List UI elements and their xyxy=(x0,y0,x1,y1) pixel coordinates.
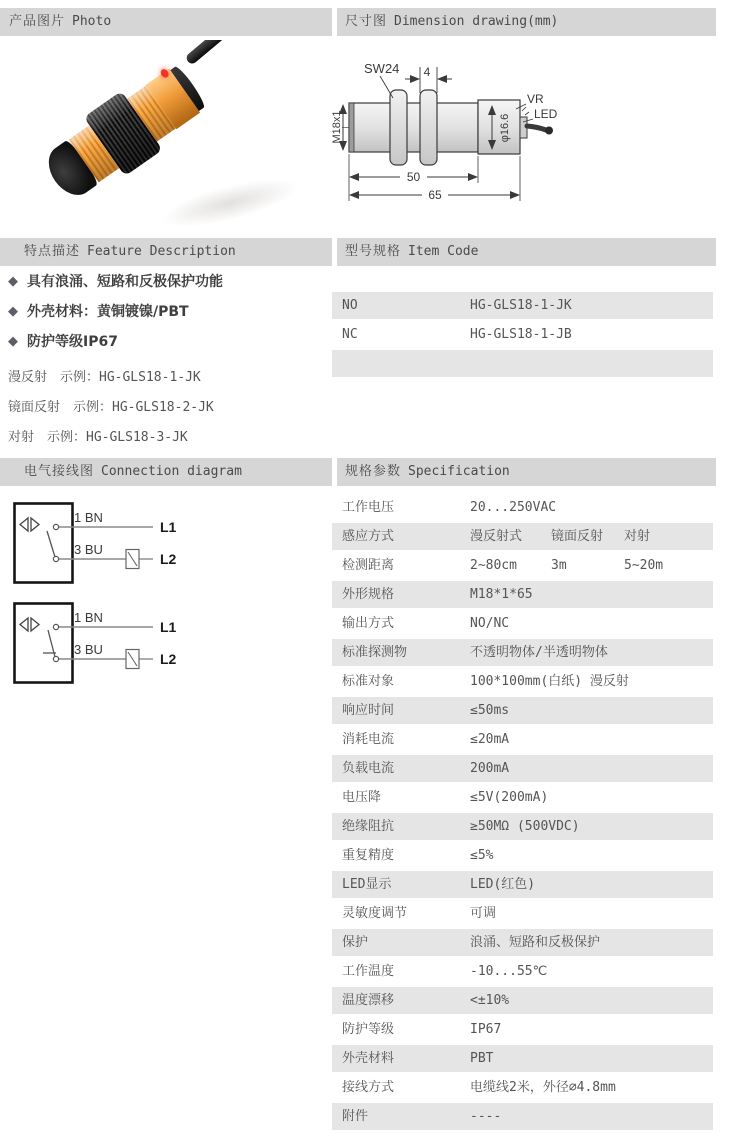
item-code-row xyxy=(332,321,713,348)
spec-value xyxy=(470,552,663,579)
cable-stub xyxy=(527,126,546,130)
spec-row xyxy=(332,929,713,956)
photo-title-en: Photo xyxy=(72,14,112,29)
spec-row xyxy=(332,552,713,579)
spec-value: 20...250VAC xyxy=(470,500,557,515)
specification-title-en: Specification xyxy=(408,464,510,479)
spec-row xyxy=(332,784,713,811)
spec-value-col: 5~20m xyxy=(624,558,664,573)
spec-value: -10...55℃ xyxy=(470,964,548,979)
thread-size-label: M18x1 xyxy=(331,110,343,144)
model-example-line: 对射 示例：HG-GLS18-3-JK xyxy=(8,430,188,445)
vr-label: VR xyxy=(527,92,544,106)
spec-row xyxy=(332,987,713,1014)
spec-value: PBT xyxy=(470,1051,494,1066)
spec-label: 附件 xyxy=(342,1109,369,1124)
spec-row xyxy=(332,900,713,927)
spec-label: 感应方式 xyxy=(342,529,395,544)
contact-point xyxy=(53,656,58,661)
spec-row xyxy=(332,842,713,869)
spec-label: 标准探测物 xyxy=(342,645,408,660)
spec-label: 接线方式 xyxy=(342,1080,395,1095)
spec-value-col: 对射 xyxy=(624,529,651,544)
specification-section-header xyxy=(337,458,716,486)
diameter-label: φ16.6 xyxy=(499,113,511,143)
spec-label: 重复精度 xyxy=(342,848,395,863)
contact-point xyxy=(53,556,58,561)
photo-section-header xyxy=(0,8,332,36)
feature-item xyxy=(8,270,328,292)
features-title-en: Feature Description xyxy=(87,244,236,259)
spec-value: ≥50MΩ (500VDC) xyxy=(470,819,580,834)
nut-gap-label: 4 xyxy=(423,65,431,79)
spec-value: <±10% xyxy=(470,993,510,1008)
spec-value: ≤5V(200mA) xyxy=(470,790,549,805)
spec-value-col: 3m xyxy=(551,558,567,573)
spec-row xyxy=(332,813,713,840)
spec-value: 电缆线2米，外径∅4.8mm xyxy=(470,1080,616,1095)
contact-point xyxy=(53,624,58,629)
spec-label: 检测距离 xyxy=(342,558,395,573)
spec-value-col: 镜面反射 xyxy=(551,529,604,544)
spec-value: NO/NC xyxy=(470,616,510,631)
spec-label: 电压降 xyxy=(342,790,382,805)
spec-label: 负载电流 xyxy=(342,761,395,776)
item-code-title-en: Item Code xyxy=(408,244,479,259)
spec-label: LED显示 xyxy=(342,877,392,892)
wrench-leader-line xyxy=(380,76,393,98)
specification-title-zh: 规格参数 xyxy=(345,464,402,479)
spec-value: IP67 xyxy=(470,1022,502,1037)
pin1-label: 1 BN xyxy=(74,610,103,625)
spec-label: 响应时间 xyxy=(342,703,395,718)
connection-title-en: Connection diagram xyxy=(101,464,242,479)
item-code-type: NO xyxy=(342,298,358,313)
spec-value: ---- xyxy=(470,1109,502,1124)
spec-value: M18*1*65 xyxy=(470,587,533,602)
dimension-title-en: Dimension drawing(mm) xyxy=(394,14,559,29)
cable-end xyxy=(545,127,553,135)
spec-label: 标准对象 xyxy=(342,674,395,689)
item-code-value: HG-GLS18-1-JK xyxy=(470,298,572,313)
pin2-label: 3 BU xyxy=(74,642,103,657)
spec-row xyxy=(332,1103,713,1130)
spec-label: 保护 xyxy=(342,935,369,950)
pin1-label: 1 BN xyxy=(74,510,103,525)
spec-value: ≤5% xyxy=(470,848,494,863)
spec-row xyxy=(332,697,713,724)
spec-value-col: 漫反射式 xyxy=(470,529,523,544)
features-title-zh: 特点描述 xyxy=(24,244,81,259)
led-label: LED xyxy=(534,107,558,121)
item-code-section-header xyxy=(337,238,716,266)
spec-label: 工作温度 xyxy=(342,964,395,979)
spec-row xyxy=(332,639,713,666)
diamond-bullet-icon: ◆ xyxy=(8,334,18,349)
spec-row xyxy=(332,755,713,782)
sensor-box xyxy=(15,604,73,683)
photo-title-zh: 产品图片 xyxy=(9,14,66,29)
hex-nut-2 xyxy=(420,90,437,165)
spec-row xyxy=(332,958,713,985)
line2-label: L2 xyxy=(160,551,177,567)
sensor-face-edge xyxy=(349,103,354,152)
sensor-cable xyxy=(184,40,231,66)
spec-label: 消耗电流 xyxy=(342,732,395,747)
spec-value xyxy=(470,523,650,550)
spec-value: 可调 xyxy=(470,906,497,921)
spec-label: 工作电压 xyxy=(342,500,395,515)
spec-row xyxy=(332,1045,713,1072)
spec-label: 绝缘阻抗 xyxy=(342,819,395,834)
diamond-bullet-icon: ◆ xyxy=(8,304,18,319)
line2-label: L2 xyxy=(160,651,177,667)
spec-value: ≤20mA xyxy=(470,732,510,747)
spec-label: 外形规格 xyxy=(342,587,395,602)
spec-label: 输出方式 xyxy=(342,616,395,631)
feature-text: 外壳材料：黄铜镀镍/PBT xyxy=(27,304,189,320)
item-code-title-zh: 型号规格 xyxy=(345,244,402,259)
dimension-drawing xyxy=(330,43,730,235)
feature-text: 具有浪涌、短路和反极保护功能 xyxy=(27,274,223,290)
item-code-row xyxy=(332,350,713,377)
spec-row xyxy=(332,726,713,753)
item-code-value: HG-GLS18-1-JB xyxy=(470,327,572,342)
spec-label: 防护等级 xyxy=(342,1022,395,1037)
connection-diagram-nc xyxy=(5,598,335,698)
feature-item xyxy=(8,300,328,322)
spec-row xyxy=(332,1074,713,1101)
spec-value-col: 2~80cm xyxy=(470,558,517,573)
total-length-label: 65 xyxy=(428,188,442,202)
photo-shadow xyxy=(158,170,302,232)
contact-point xyxy=(53,524,58,529)
spec-row xyxy=(332,668,713,695)
spec-value: 浪涌、短路和反极保护 xyxy=(470,935,601,950)
line1-label: L1 xyxy=(160,519,177,535)
spec-label: 灵敏度调节 xyxy=(342,906,408,921)
sensor-box xyxy=(15,504,73,583)
model-example-line: 镜面反射 示例：HG-GLS18-2-JK xyxy=(8,400,214,415)
connection-diagram-no xyxy=(5,498,335,598)
feature-text: 防护等级IP67 xyxy=(27,334,118,350)
connection-section-header xyxy=(0,458,332,486)
diamond-bullet-icon: ◆ xyxy=(8,274,18,289)
spec-row xyxy=(332,871,713,898)
dimension-title-zh: 尺寸图 xyxy=(345,14,388,29)
spec-row xyxy=(332,1016,713,1043)
sensor-barrel xyxy=(40,63,209,204)
dimension-section-header xyxy=(337,8,716,36)
model-example-line: 漫反射 示例：HG-GLS18-1-JK xyxy=(8,370,201,385)
spec-value: ≤50ms xyxy=(470,703,510,718)
spec-value: LED(红色) xyxy=(470,877,536,892)
features-section-header xyxy=(0,238,332,266)
spec-label: 外壳材料 xyxy=(342,1051,395,1066)
line1-label: L1 xyxy=(160,619,177,635)
item-code-row xyxy=(332,292,713,319)
connection-title-zh: 电气接线图 xyxy=(24,464,95,479)
spec-value: 不透明物体/半透明物体 xyxy=(470,645,608,660)
product-photo xyxy=(10,40,325,232)
item-code-type: NC xyxy=(342,327,358,342)
feature-item xyxy=(8,330,328,352)
spec-value: 100*100mm(白纸) 漫反射 xyxy=(470,674,629,689)
spec-row xyxy=(332,581,713,608)
hex-nut-1 xyxy=(390,90,407,165)
pin2-label: 3 BU xyxy=(74,542,103,557)
body-length-label: 50 xyxy=(406,170,421,184)
spec-label: 温度漂移 xyxy=(342,993,395,1008)
spec-row xyxy=(332,523,713,550)
sensor-body-outline xyxy=(349,103,478,152)
spec-row xyxy=(332,494,713,521)
spec-row xyxy=(332,610,713,637)
spec-value: 200mA xyxy=(470,761,510,776)
wrench-size-label: SW24 xyxy=(364,61,400,76)
